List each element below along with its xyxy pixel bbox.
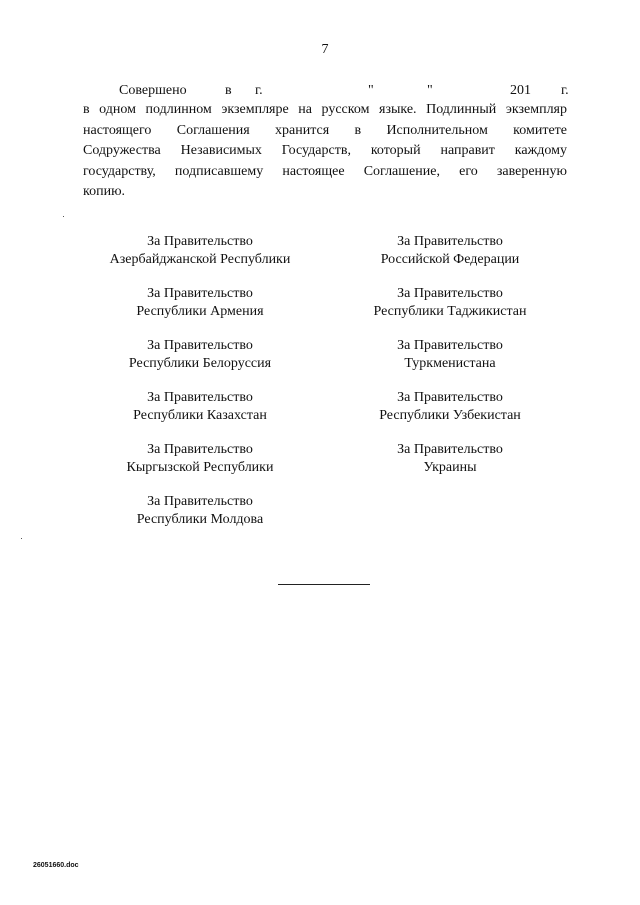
dateline-quote-close: " — [427, 83, 433, 98]
signature-block-ukraine — [330, 441, 570, 476]
page-number: 7 — [321, 42, 329, 57]
end-of-document-rule — [278, 584, 370, 585]
signature-country: Республики Узбекистан — [379, 407, 521, 423]
body-line: настоящего Соглашения хранится в Исполнительном комитете — [83, 122, 567, 138]
dateline-in: в — [225, 83, 232, 98]
body-paragraph — [83, 100, 567, 203]
signature-block-uzbekistan — [330, 389, 570, 424]
body-line: копию. — [83, 184, 126, 200]
body-line: Содружества Независимых Государств, который направит каждому — [83, 143, 567, 159]
signature-block-armenia — [80, 285, 320, 320]
signature-country: Республики Белоруссия — [128, 355, 272, 371]
dateline — [83, 82, 567, 100]
signature-heading: За Правительство — [397, 442, 503, 457]
signature-country: Республики Казахстан — [133, 407, 267, 423]
dateline-done: Совершено — [119, 83, 187, 98]
signature-country: Республики Армения — [136, 303, 264, 319]
signature-block-russia — [330, 233, 570, 268]
signature-heading: За Правительство — [147, 390, 253, 405]
body-line: в одном подлинном экземпляре на русском языке. Подлинный экземпляр — [83, 102, 567, 117]
signature-heading: За Правительство — [147, 494, 253, 509]
signature-heading: За Правительство — [397, 390, 503, 405]
dateline-city-abbr: г. — [255, 83, 263, 98]
signature-block-belarus — [80, 337, 320, 372]
signature-block-azerbaijan — [80, 233, 320, 268]
signature-heading: За Правительство — [397, 338, 503, 353]
signature-block-kyrgyzstan — [80, 441, 320, 476]
scan-speck — [21, 538, 22, 539]
signature-heading: За Правительство — [147, 234, 253, 249]
signature-country: Украины — [423, 459, 477, 475]
scan-speck — [63, 216, 64, 217]
signature-country: Российской Федерации — [380, 251, 520, 267]
signature-country: Республики Таджикистан — [373, 303, 527, 319]
signature-block-turkmenistan — [330, 337, 570, 372]
signature-heading: За Правительство — [147, 286, 253, 301]
signature-block-moldova — [80, 493, 320, 528]
signature-country: Туркменистана — [404, 355, 496, 371]
signature-heading: За Правительство — [147, 338, 253, 353]
file-reference: 26051660.doc — [33, 862, 79, 869]
dateline-quote-open: " — [368, 83, 374, 98]
signature-block-tajikistan — [330, 285, 570, 320]
body-line: государству, подписавшему настоящее Соглашение, его заверенную — [83, 163, 567, 179]
signature-country: Республики Молдова — [136, 511, 264, 527]
dateline-year: 201 — [510, 83, 531, 98]
signature-heading: За Правительство — [397, 234, 503, 249]
signature-country: Азербайджанской Республики — [109, 251, 291, 267]
signature-heading: За Правительство — [147, 442, 253, 457]
signature-block-kazakhstan — [80, 389, 320, 424]
signature-country: Кыргызской Республики — [126, 459, 274, 475]
signature-heading: За Правительство — [397, 286, 503, 301]
dateline-year-abbr: г. — [561, 83, 569, 98]
